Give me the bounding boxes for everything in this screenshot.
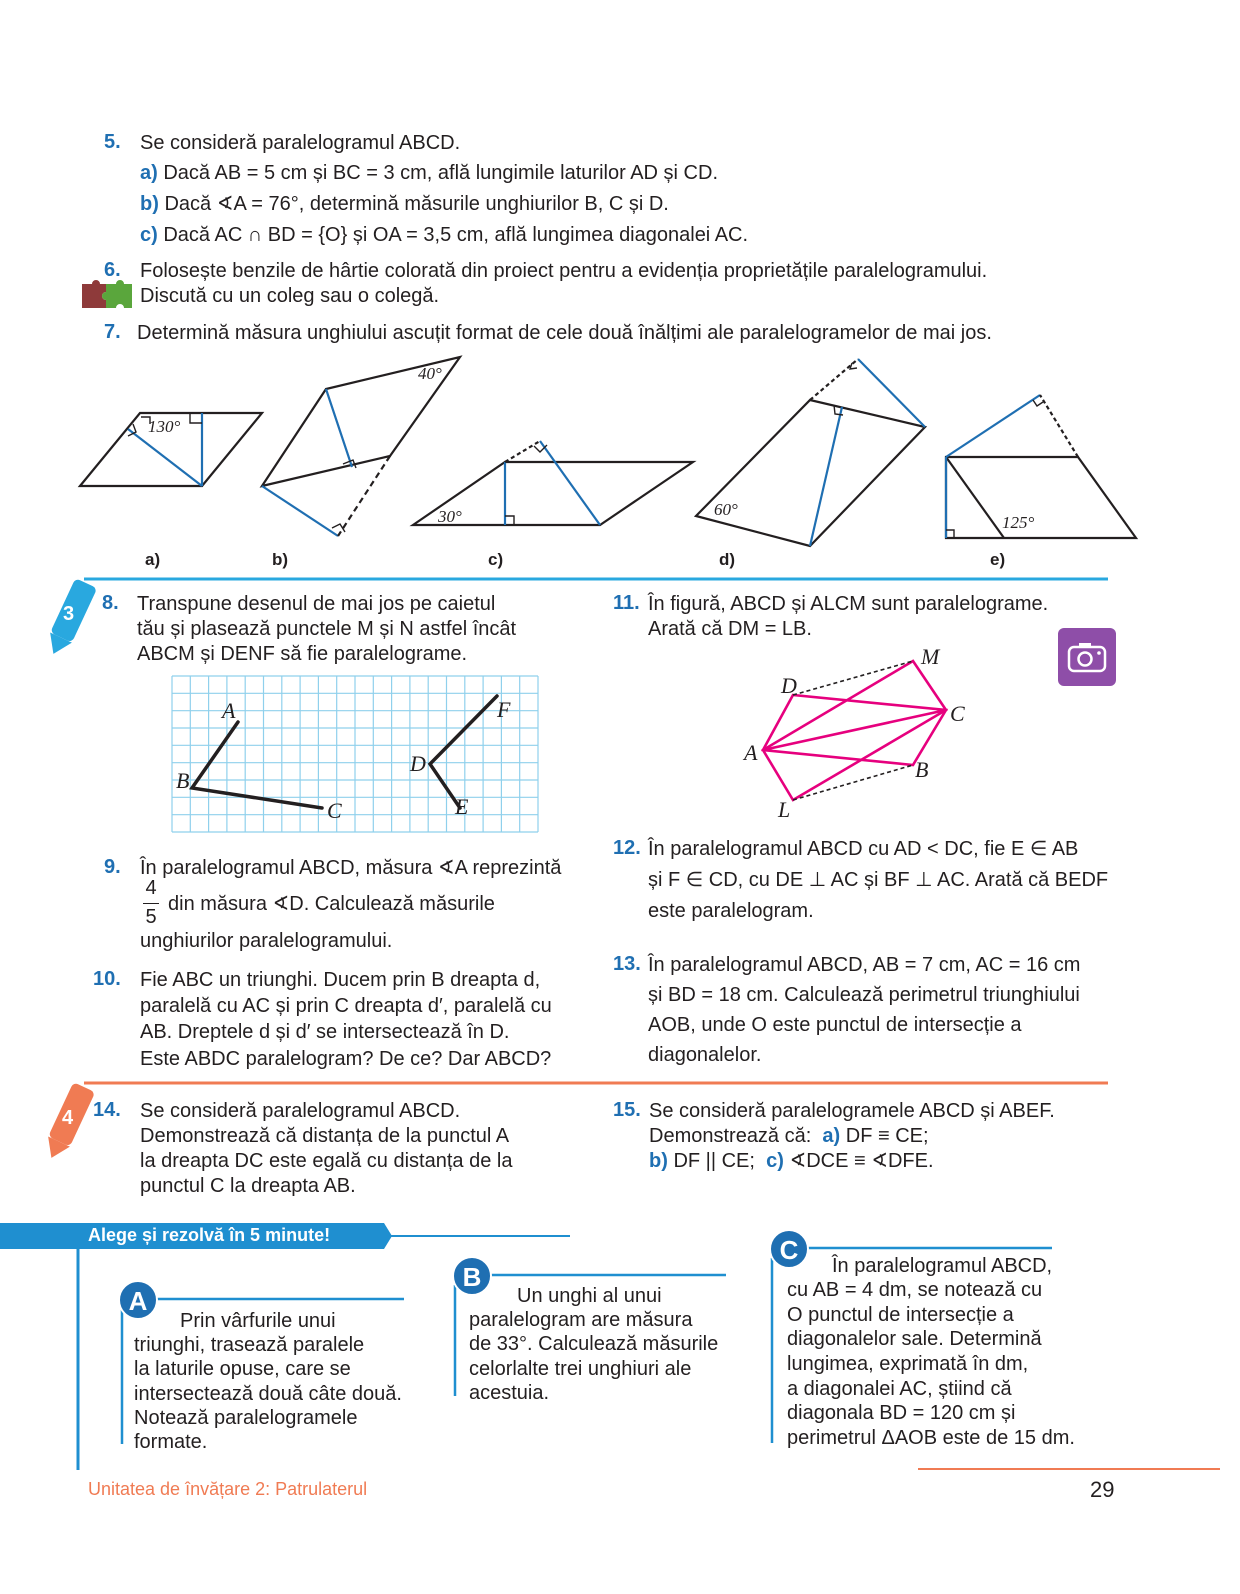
option-a-line: la laturile opuse, care se bbox=[134, 1358, 351, 1380]
option-c-line: O punctul de intersecție a bbox=[787, 1304, 1014, 1326]
exercise-number: 10. bbox=[93, 968, 121, 990]
exercise-text-line1: Transpune desenul de mai jos pe caietul bbox=[137, 593, 496, 615]
ex11-point-l: L bbox=[778, 797, 791, 822]
ex11-point-c: C bbox=[950, 701, 965, 726]
exercise-number: 13. bbox=[613, 953, 641, 975]
subpoint-c: c) Dacă AC ∩ BD = {O} și OA = 3,5 cm, află lungimea diagonalei AC. bbox=[140, 224, 749, 246]
exercise-text-line3: este paralelogram. bbox=[648, 900, 814, 922]
grid-point-e: E bbox=[455, 794, 469, 819]
angle-label-c: 30° bbox=[438, 507, 462, 526]
page-number: 29 bbox=[1090, 1477, 1115, 1502]
option-c-line: perimetrul ΔAOB este de 15 dm. bbox=[787, 1427, 1075, 1449]
exercise-text-line1: Folosește benzile de hârtie colorată din proiect pentru a evidenția proprietățile paralelogramului. bbox=[140, 260, 988, 282]
option-b-line: Un unghi al unui bbox=[517, 1285, 662, 1307]
exercise-text-line3: unghiurilor paralelogramului. bbox=[140, 930, 393, 952]
exercise-number: 12. bbox=[613, 837, 641, 859]
option-c-line: În paralelogramul ABCD, bbox=[832, 1255, 1053, 1277]
option-b-line: celorlalte trei unghiuri ale bbox=[469, 1358, 692, 1380]
exercise-text-line2: Demonstrează că distanța de la punctul A bbox=[140, 1125, 510, 1147]
figure-label-d: d) bbox=[719, 550, 736, 569]
option-b-line: paralelogram are măsura bbox=[469, 1309, 693, 1331]
exercise-text-line2: din măsura ∢D. Calculează măsurile bbox=[168, 893, 495, 915]
exercise-number: 5. bbox=[104, 131, 121, 153]
figure-label-b: b) bbox=[272, 550, 289, 569]
subpoint-a: a) Dacă AB = 5 cm și BC = 3 cm, află lungimile laturilor AD și CD. bbox=[140, 162, 718, 184]
ex11-point-b: B bbox=[915, 757, 929, 782]
exercise-text-line3: AB. Dreptele d și d′ se intersectează în D. bbox=[140, 1021, 510, 1043]
grid-point-a: A bbox=[222, 698, 236, 723]
exercise-text-line4: diagonalelor. bbox=[648, 1044, 762, 1066]
option-a-line: triunghi, trasează paralele bbox=[134, 1334, 365, 1356]
grid-point-c: C bbox=[327, 798, 342, 823]
exercise-text-line3: la dreapta DC este egală cu distanța de la bbox=[140, 1150, 513, 1172]
grid-point-d: D bbox=[410, 751, 426, 776]
exercise-text-line2: Demonstrează că: a) DF ≡ CE; bbox=[649, 1125, 929, 1147]
exercise-number: 8. bbox=[102, 592, 119, 614]
option-a-line: formate. bbox=[134, 1431, 208, 1453]
quick-section-title: Alege și rezolvă în 5 minute! bbox=[88, 1225, 331, 1245]
figure-label-a: a) bbox=[145, 550, 161, 569]
fraction-numerator: 4 bbox=[145, 877, 157, 899]
exercise-text-line2: și F ∈ CD, cu DE ⊥ AC și BF ⊥ AC. Arată că BEDF bbox=[648, 869, 1109, 891]
level-badge-4: 4 bbox=[62, 1107, 74, 1129]
exercise-text-line2: și BD = 18 cm. Calculează perimetrul triunghiului bbox=[648, 984, 1080, 1006]
angle-label-a: 130° bbox=[148, 417, 181, 436]
exercise-text-line2: Arată că DM = LB. bbox=[648, 618, 812, 640]
exercise-text-line4: Este ABDC paralelogram? De ce? Dar ABCD? bbox=[140, 1048, 552, 1070]
exercise-text-line1: În figură, ABCD și ALCM sunt paralelograme. bbox=[648, 593, 1049, 615]
ex11-point-m: M bbox=[921, 644, 940, 669]
grid-point-f: F bbox=[497, 697, 511, 722]
subpoint-b: b) Dacă ∢A = 76°, determină măsurile unghiurilor B, C și D. bbox=[140, 193, 669, 215]
option-c-line: lungimea, exprimată în dm, bbox=[787, 1353, 1029, 1375]
fraction-denominator: 5 bbox=[145, 906, 157, 928]
exercise-text-line1: Se consideră paralelogramul ABCD. bbox=[140, 1100, 461, 1122]
exercise-text-line2: tău și plasează punctele M și N astfel încât bbox=[137, 618, 517, 640]
exercise-number: 6. bbox=[104, 259, 121, 281]
ex11-point-a: A bbox=[744, 740, 758, 765]
option-b-badge: B bbox=[462, 1262, 482, 1292]
option-a-line: Prin vârfurile unui bbox=[180, 1310, 336, 1332]
option-c-line: cu AB = 4 dm, se notează cu bbox=[787, 1279, 1043, 1301]
exercise-text-line3: AOB, unde O este punctul de intersecție a bbox=[648, 1014, 1022, 1036]
angle-label-d: 60° bbox=[714, 500, 738, 519]
figure-label-c: c) bbox=[488, 550, 504, 569]
exercise-intro: Se consideră paralelogramul ABCD. bbox=[140, 132, 461, 154]
ex11-point-d: D bbox=[781, 673, 797, 698]
exercise-number: 9. bbox=[104, 856, 121, 878]
option-a-badge: A bbox=[128, 1286, 148, 1316]
angle-label-b: 40° bbox=[418, 364, 442, 383]
exercise-text-line1: Fie ABC un triunghi. Ducem prin B dreapta d, bbox=[140, 969, 541, 991]
figure-label-e: e) bbox=[990, 550, 1006, 569]
footer-unit-title: Unitatea de învățare 2: Patrulaterul bbox=[88, 1479, 368, 1499]
grid-point-b: B bbox=[176, 768, 190, 793]
exercise-text-line3: b) DF || CE; c) ∢DCE ≡ ∢DFE. bbox=[649, 1150, 934, 1172]
exercise-text-line3: ABCM și DENF să fie paralelograme. bbox=[137, 643, 468, 665]
option-b-line: acestuia. bbox=[469, 1382, 550, 1404]
exercise-text-line2: paralelă cu AC și prin C dreapta d′, paralelă cu bbox=[140, 995, 552, 1017]
exercise-text-line1: Se consideră paralelogramele ABCD și ABEF. bbox=[649, 1100, 1055, 1122]
level-badge-3: 3 bbox=[63, 603, 75, 625]
exercise-text-line4: punctul C la dreapta AB. bbox=[140, 1175, 356, 1197]
exercise-number: 7. bbox=[104, 321, 121, 343]
exercise-number: 15. bbox=[613, 1099, 641, 1121]
option-c-badge: C bbox=[779, 1235, 799, 1265]
option-c-line: a diagonalei AC, știind că bbox=[787, 1378, 1012, 1400]
exercise-text-line1: În paralelogramul ABCD, AB = 7 cm, AC = 16 cm bbox=[648, 954, 1081, 976]
exercise-number: 14. bbox=[93, 1099, 121, 1121]
option-c-line: diagonala BD = 120 cm și bbox=[787, 1402, 1016, 1424]
exercise-number: 11. bbox=[613, 592, 640, 614]
exercise-text: Determină măsura unghiului ascuțit format de cele două înălțimi ale paralelogramelor de mai jos. bbox=[137, 322, 992, 344]
option-c-line: diagonalelor sale. Determină bbox=[787, 1328, 1042, 1350]
option-a-line: intersectează două câte două. bbox=[134, 1383, 402, 1405]
option-b-line: de 33°. Calculează măsurile bbox=[469, 1333, 719, 1355]
angle-label-e: 125° bbox=[1002, 513, 1035, 532]
option-a-line: Notează paralelogramele bbox=[134, 1407, 358, 1429]
exercise-text-line2: Discută cu un coleg sau o colegă. bbox=[140, 285, 440, 307]
exercise-text-line1: În paralelogramul ABCD, măsura ∢A reprezintă bbox=[140, 857, 562, 879]
exercise-text-line1: În paralelogramul ABCD cu AD < DC, fie E ∈ AB bbox=[648, 838, 1079, 860]
